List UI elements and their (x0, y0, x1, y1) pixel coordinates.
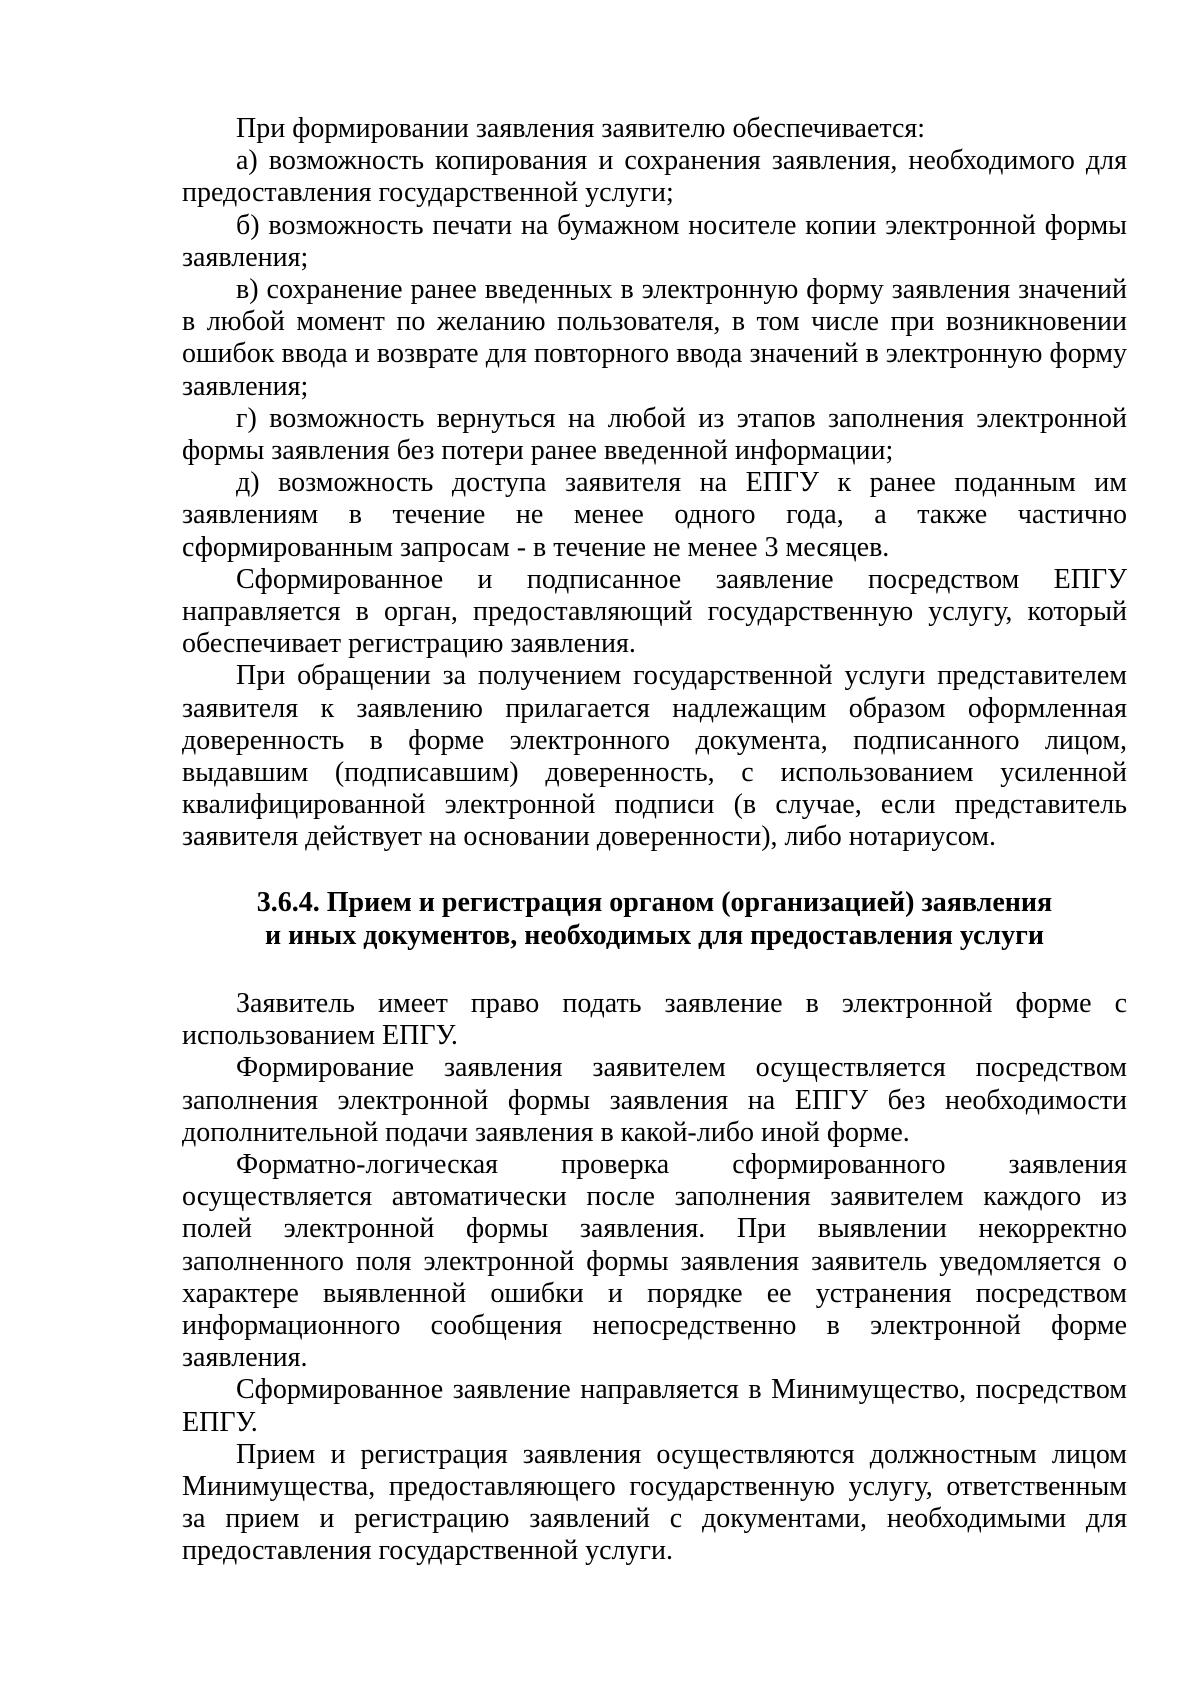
section-heading-line-2: и иных документов, необходимых для предоставления услуги (265, 920, 1044, 951)
paragraph-item-d: д) возможность доступа заявителя на ЕПГУ к ранее поданным им заявлениям в течение не менее одного года, а также частично сформированным запросам - в течение не менее 3 месяцев. (182, 467, 1127, 563)
paragraph-registration: Прием и регистрация заявления осуществляются должностным лицом Минимущества, предоставляющего государственную услугу, ответственным за прием и регистрацию заявлений с документами, необходимыми для предоставления государственной услуги. (182, 1438, 1127, 1567)
paragraph-item-g: г) возможность вернуться на любой из этапов заполнения электронной формы заявления без потери ранее введенной информации; (182, 402, 1127, 467)
paragraph-intro: При формировании заявления заявителю обеспечивается: (236, 113, 926, 144)
paragraph-validation: Форматно-логическая проверка сформированного заявления осуществляется автоматически после заполнения заявителем каждого из полей электронной формы заявления. При выявлении некорректно заполненного поля электронной формы заявления заявитель уведомляется о характере выявленной ошибки и порядке ее устранения посредством информационного сообщения непосредственно в электронной форме заявления. (182, 1149, 1127, 1374)
paragraph-sent-to-ministry: Сформированное заявление направляется в Минимущество, посредством ЕПГУ. (182, 1374, 1127, 1438)
section-heading (182, 886, 1127, 952)
paragraph-submission: Сформированное и подписанное заявление посредством ЕПГУ направляется в орган, предоставляющий государственную услугу, который обеспечивает регистрацию заявления. (182, 563, 1127, 660)
paragraph-forming: Формирование заявления заявителем осуществляется посредством заполнения электронной формы заявления на ЕПГУ без необходимости дополнительной подачи заявления в какой-либо иной форме. (182, 1052, 1127, 1148)
section-heading-line-1: 3.6.4. Прием и регистрация органом (организацией) заявления (256, 887, 1053, 918)
section-1-body (182, 113, 1127, 854)
paragraph-item-v: в) сохранение ранее введенных в электронную форму заявления значений в любой момент по желанию пользователя, в том числе при возникновении ошибок ввода и возврате для повторного ввода значений в электронную форму заявления; (182, 274, 1127, 402)
paragraph-item-b: б) возможность печати на бумажном носителе копии электронной формы заявления; (182, 209, 1127, 273)
paragraph-representative: При обращении за получением государственной услуги представителем заявителя к заявлению прилагается надлежащим образом оформленная доверенность в форме электронного документа, подписанного лицом, выдавшим (подписавшим) доверенность, с использованием усиленной квалифицированной электронной подписи (в случае, если представитель заявителя действует на основании доверенности), либо нотариусом. (182, 660, 1127, 853)
section-2-body (182, 988, 1127, 1568)
paragraph-item-a: а) возможность копирования и сохранения заявления, необходимого для предоставления государственной услуги; (182, 145, 1127, 209)
paragraph-right-to-submit: Заявитель имеет право подать заявление в электронной форме с использованием ЕПГУ. (182, 988, 1127, 1052)
